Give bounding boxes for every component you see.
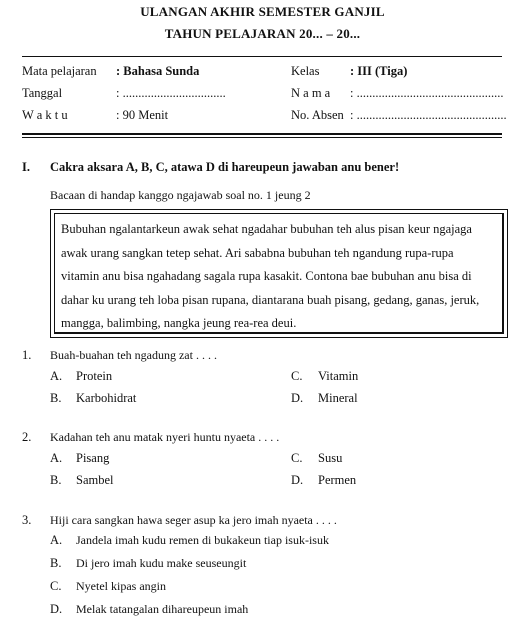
name-label: N a m a xyxy=(291,86,331,100)
question-number: 2. xyxy=(22,430,32,444)
option-text[interactable]: Nyetel kipas angin xyxy=(76,579,166,593)
name-value: : ............................................... xyxy=(350,86,504,100)
passage-box xyxy=(50,209,508,338)
option-text[interactable]: Permen xyxy=(318,473,357,487)
option-text[interactable]: Sambel xyxy=(76,473,114,487)
absen-label: No. Absen xyxy=(291,108,344,122)
option-letter: D. xyxy=(50,602,63,616)
option-text[interactable]: Melak tatangalan dihareupeun imah xyxy=(76,602,249,616)
passage-line: vitamin anu bisa ngahadang sagala rupa kasakit. Contona bae bubuhan anu bisa di xyxy=(61,269,472,283)
option-text[interactable]: Pisang xyxy=(76,451,110,465)
option-letter: A. xyxy=(50,533,63,547)
exam-title: ULANGAN AKHIR SEMESTER GANJIL xyxy=(140,4,385,19)
absen-value: : ................................................ xyxy=(350,108,507,122)
option-text[interactable]: Karbohidrat xyxy=(76,391,137,405)
header-bottom-rule xyxy=(22,133,502,135)
option-letter: B. xyxy=(50,391,62,405)
question-number: 1. xyxy=(22,348,32,362)
time-label: W a k t u xyxy=(22,108,68,122)
passage-text xyxy=(61,218,499,336)
passage-line: mangga, balimbing, nangka jeung rea-rea deui. xyxy=(61,316,297,330)
section-number: I. xyxy=(22,160,30,174)
section-instruction: Cakra aksara A, B, C, atawa D di hareupeun jawaban anu bener! xyxy=(50,160,400,174)
option-letter: D. xyxy=(291,473,304,487)
time-value: : 90 Menit xyxy=(116,108,169,122)
option-text[interactable]: Di jero imah kudu make seuseungit xyxy=(76,556,247,570)
option-letter: B. xyxy=(50,556,62,570)
passage-line: Bubuhan ngalantarkeun awak sehat ngadahar bubuhan teh alus pisan keur ngajaga xyxy=(61,222,472,236)
option-letter: C. xyxy=(291,369,303,383)
option-text[interactable]: Jandela imah kudu remen di bukakeun tiap isuk-isuk xyxy=(76,533,329,547)
option-text[interactable]: Susu xyxy=(318,451,343,465)
header-bottom-rule-thin xyxy=(22,137,502,138)
option-letter: B. xyxy=(50,473,62,487)
passage-line: dahar ku urang teh loba pisan rupana, diantarana buah pisang, gedang, ganas, jeruk, xyxy=(61,292,480,307)
option-text[interactable]: Mineral xyxy=(318,391,358,405)
option-letter: C. xyxy=(50,579,62,593)
subject-label: Mata pelajaran xyxy=(22,64,97,78)
reading-intro: Bacaan di handap kanggo ngajawab soal no. 1 jeung 2 xyxy=(50,188,311,202)
class-value: : III (Tiga) xyxy=(350,64,408,78)
question-text: Buah-buahan teh ngadung zat . . . . xyxy=(50,348,217,362)
passage-line: awak urang sangkan tetep sehat. Ari sababna bubuhan teh ngandung rupa-rupa xyxy=(61,245,454,260)
header-top-rule xyxy=(22,56,502,57)
option-text[interactable]: Protein xyxy=(76,369,113,383)
option-text[interactable]: Vitamin xyxy=(318,369,359,383)
option-letter: A. xyxy=(50,369,63,383)
option-letter: A. xyxy=(50,451,63,465)
date-label: Tanggal xyxy=(22,86,63,100)
exam-year: TAHUN PELAJARAN 20... – 20... xyxy=(164,26,361,41)
question-text: Kadahan teh anu matak nyeri huntu nyaeta . . . . xyxy=(50,430,280,444)
question-text: Hiji cara sangkan hawa seger asup ka jero imah nyaeta . . . . xyxy=(50,513,337,527)
class-label: Kelas xyxy=(291,64,320,78)
option-letter: C. xyxy=(291,451,303,465)
option-letter: D. xyxy=(291,391,304,405)
date-value: : ................................. xyxy=(116,86,226,100)
subject-value: : Bahasa Sunda xyxy=(116,64,200,78)
question-number: 3. xyxy=(22,513,32,527)
